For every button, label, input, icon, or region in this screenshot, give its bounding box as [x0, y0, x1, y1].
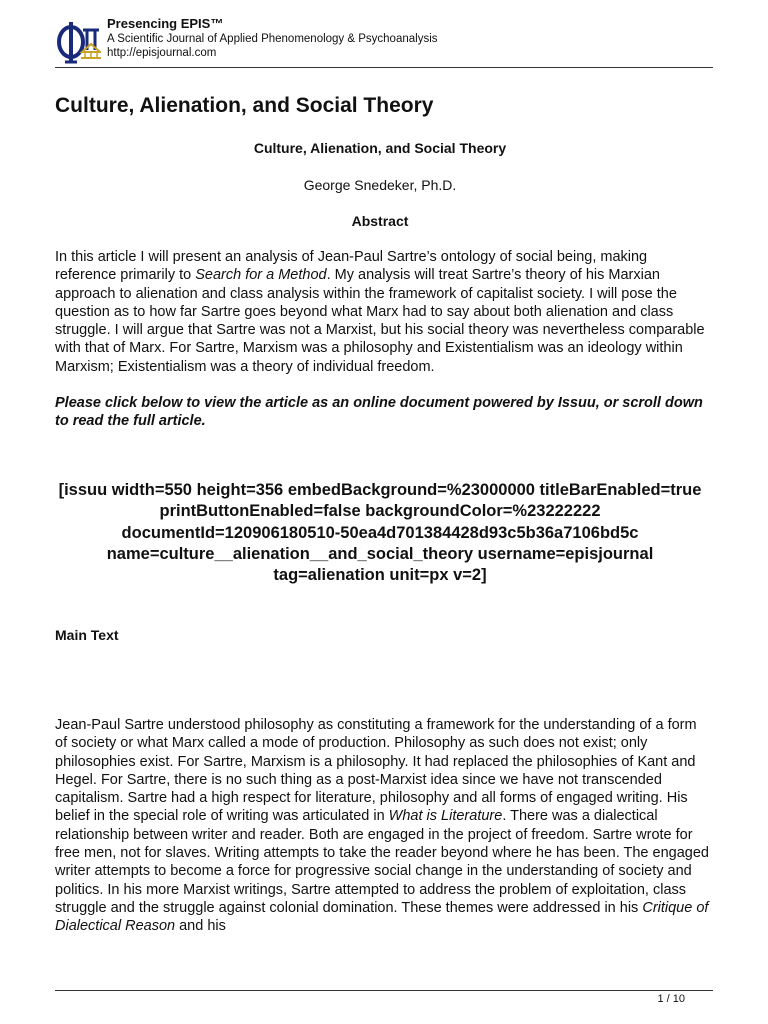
abstract-emphasis: Search for a Method [195, 267, 327, 284]
header-text [107, 16, 438, 60]
abstract-text-1: In this article I will present an analysis of Jean-Paul Sartre’s ontology of social being, making reference primarily to [55, 249, 648, 284]
issuu-shortcode: [issuu width=550 height=356 embedBackground=%23000000 titleBarEnabled=true printButtonEnabled=false backgroundColor=%23222222 documentId=120906180510-50ea4d701384428d93c5b36a7106bd5c name=culture__alienation__and_social_theory username=episjournal tag=alienation unit=px v=2] [58, 481, 702, 585]
footer-divider [55, 990, 713, 991]
page-title: Culture, Alienation, and Social Theory [55, 94, 434, 117]
article-title: Culture, Alienation, and Social Theory [253, 140, 507, 156]
journal-logo-icon [55, 16, 101, 64]
main-text-3: and his [175, 918, 226, 935]
page-number: 1 / 10 [657, 993, 685, 1005]
abstract-heading: Abstract [351, 213, 409, 229]
header-divider [55, 67, 713, 68]
article-author: George Snedeker, Ph.D. [303, 177, 457, 193]
main-text-heading: Main Text [55, 627, 119, 643]
main-text-1: Jean-Paul Sartre understood philosophy as constituting a framework for the understanding of a form of society or what Marx called a mode of production. Philosophy as such does not exist; only philosophies exist. For Sartre, Marxism is a philosophy. It had replaced the philosophies of Kant and Hegel. For Sartre, there is no such thing as a post-Marxist idea since we have not transcended capitalism. Sartre had a high respect for literature, philosophy and all forms of engaged writing. His belief in the special role of writing was articulated in [55, 717, 697, 825]
issuu-note: Please click below to view the article as an online document powered by Issuu, or scroll down to read the full article. [55, 395, 703, 430]
journal-header [55, 14, 713, 66]
journal-url: http://episjournal.com [107, 47, 217, 59]
main-text-paragraph [55, 716, 711, 936]
main-text-2: . There was a dialectical relationship between writer and reader. Both are engaged in the project of freedom. Sartre wrote for free men, not for slaves. Writing attempts to take the reader beyond where he has been. The engaged writer attempts to become a force for progressive social change in the understanding of society and politics. In his more Marxist writings, Sartre attempted to address the problem of exploitation, class struggle and the struggle against colonial domination. These themes were addressed in his [55, 808, 709, 916]
abstract-paragraph [55, 248, 711, 376]
abstract-text-2: . My analysis will treat Sartre’s theory of his Marxian approach to alienation and class analysis within the framework of capitalist society. I will pose the question as to how far Sartre goes beyond what Marx had to say about both alienation and class struggle. I will argue that Sartre was not a Marxist, but his social theory was nevertheless comparable with that of Marx. For Sartre, Marxism was a philosophy and Existentialism was an ideology within Marxism; Existentialism was a theory of individual freedom. [55, 267, 705, 375]
main-text-emphasis-1: What is Literature [388, 808, 503, 825]
journal-brand: Presencing EPIS™ [107, 16, 224, 31]
main-text-emphasis-2: Critique of Dialectical Reason [55, 899, 709, 935]
journal-tagline: A Scientific Journal of Applied Phenomenology & Psychoanalysis [107, 33, 438, 45]
